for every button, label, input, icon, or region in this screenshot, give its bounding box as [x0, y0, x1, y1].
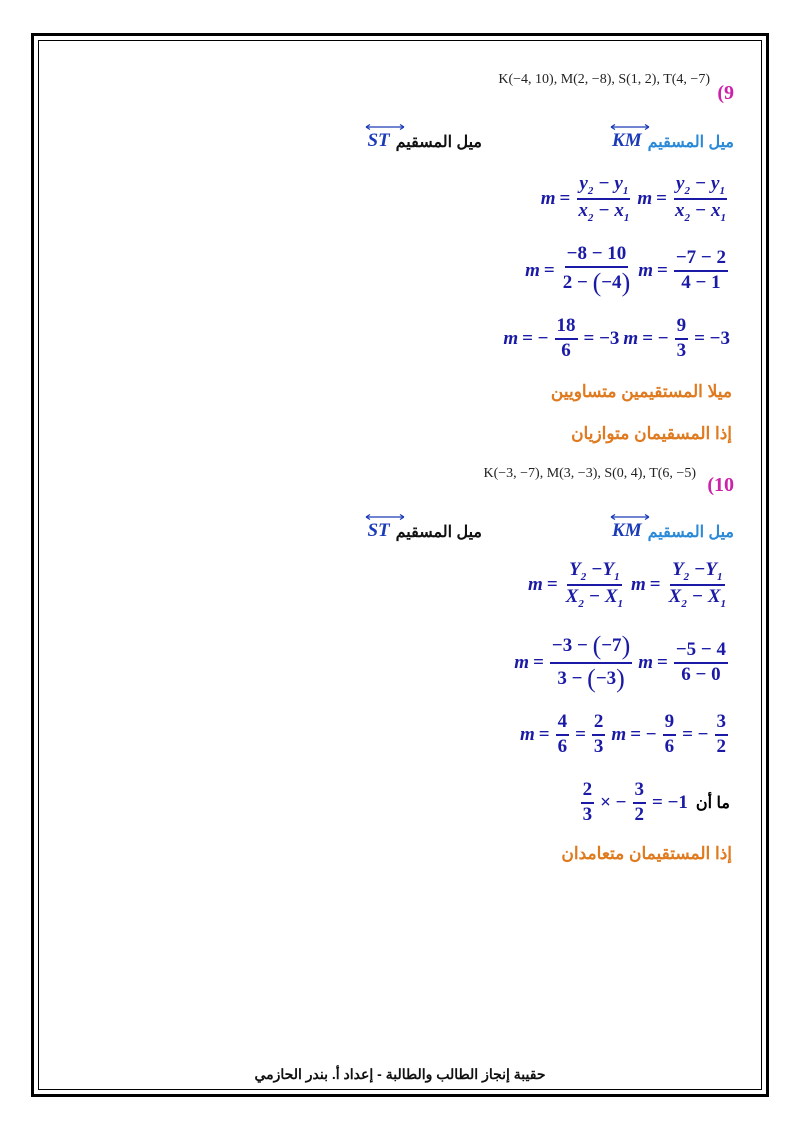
double-arrow-icon: [365, 514, 405, 520]
q10-slope-label-1: ميل المسقيم: [647, 524, 734, 541]
q9-conclusion-1: ميلا المستقيمين متساويين: [550, 382, 732, 401]
double-arrow-icon: [610, 124, 650, 130]
q10-number: (10: [707, 474, 734, 496]
q10-vector-km: KM: [612, 514, 642, 542]
q10-slope-st-header: [367, 514, 482, 542]
q9-result-row: m = − $\frac{18}{6}$ = −3 m = − $\frac{9}{3}$ = −3: [503, 315, 730, 361]
q10-slope-label-2: ميل المسقيم: [395, 524, 482, 541]
q10-conclusion: إذا المستقيمان متعامدان: [561, 844, 732, 863]
q10-result-row: m = $\frac{4}{6}$ = $\frac{2}{3}$ m = − $\frac{9}{6}$ = − $\frac{3}{2}$: [519, 711, 726, 757]
q9-substitution-row: m = $\frac{-8 - 10}{2 - (-4)}$ m = $\frac{-7 - 2}{4 - 1}$: [525, 243, 726, 297]
q10-vector-st: ST: [367, 514, 389, 542]
q10-product-expression: $\frac{2}{3}$ × − $\frac{3}{2}$ = −1: [582, 779, 688, 825]
q9-slope-km-header: [612, 124, 734, 152]
q9-slope-label-1: ميل المسقيم: [647, 134, 734, 151]
q9-formula-row: m = $\frac{y_2 - y_1}{x_2 - x_1}$ m = $\frac{y_2 - y_1}{x_2 - x_1}$: [540, 173, 726, 224]
q9-conclusion-2: إذا المسقيمان متوازيان: [571, 424, 732, 443]
q10-slope-km-header: [612, 514, 734, 542]
q9-number: (9: [717, 82, 734, 104]
double-arrow-icon: [365, 124, 405, 130]
q9-vector-km: KM: [612, 124, 642, 152]
q10-product-text: ما أن: [695, 794, 730, 812]
q9-points: K(−4, 10), M(2, −8), S(1, 2), T(4, −7): [498, 72, 710, 87]
q10-formula-row: m = $\frac{Y_2 -Y_1}{X_2 - X_1}$ m = $\frac{Y_2 -Y_1}{X_2 - X_1}$: [528, 559, 726, 610]
q9-slope-st-header: [367, 124, 482, 152]
q9-vector-st: ST: [367, 124, 389, 152]
page-footer: حقيبة إنجاز الطالب والطالبة - إعداد أ. بندر الحازمي: [254, 1066, 546, 1082]
q10-substitution-row: m = $\frac{-3 - (-7)}{3 - (-3)}$ m = $\frac{-5 - 4}{6 - 0}$: [514, 631, 726, 693]
q10-points: K(−3, −7), M(3, −3), S(0, 4), T(6, −5): [483, 466, 696, 481]
q9-slope-label-2: ميل المسقيم: [395, 134, 482, 151]
double-arrow-icon: [610, 514, 650, 520]
q10-product-row: [579, 780, 730, 826]
